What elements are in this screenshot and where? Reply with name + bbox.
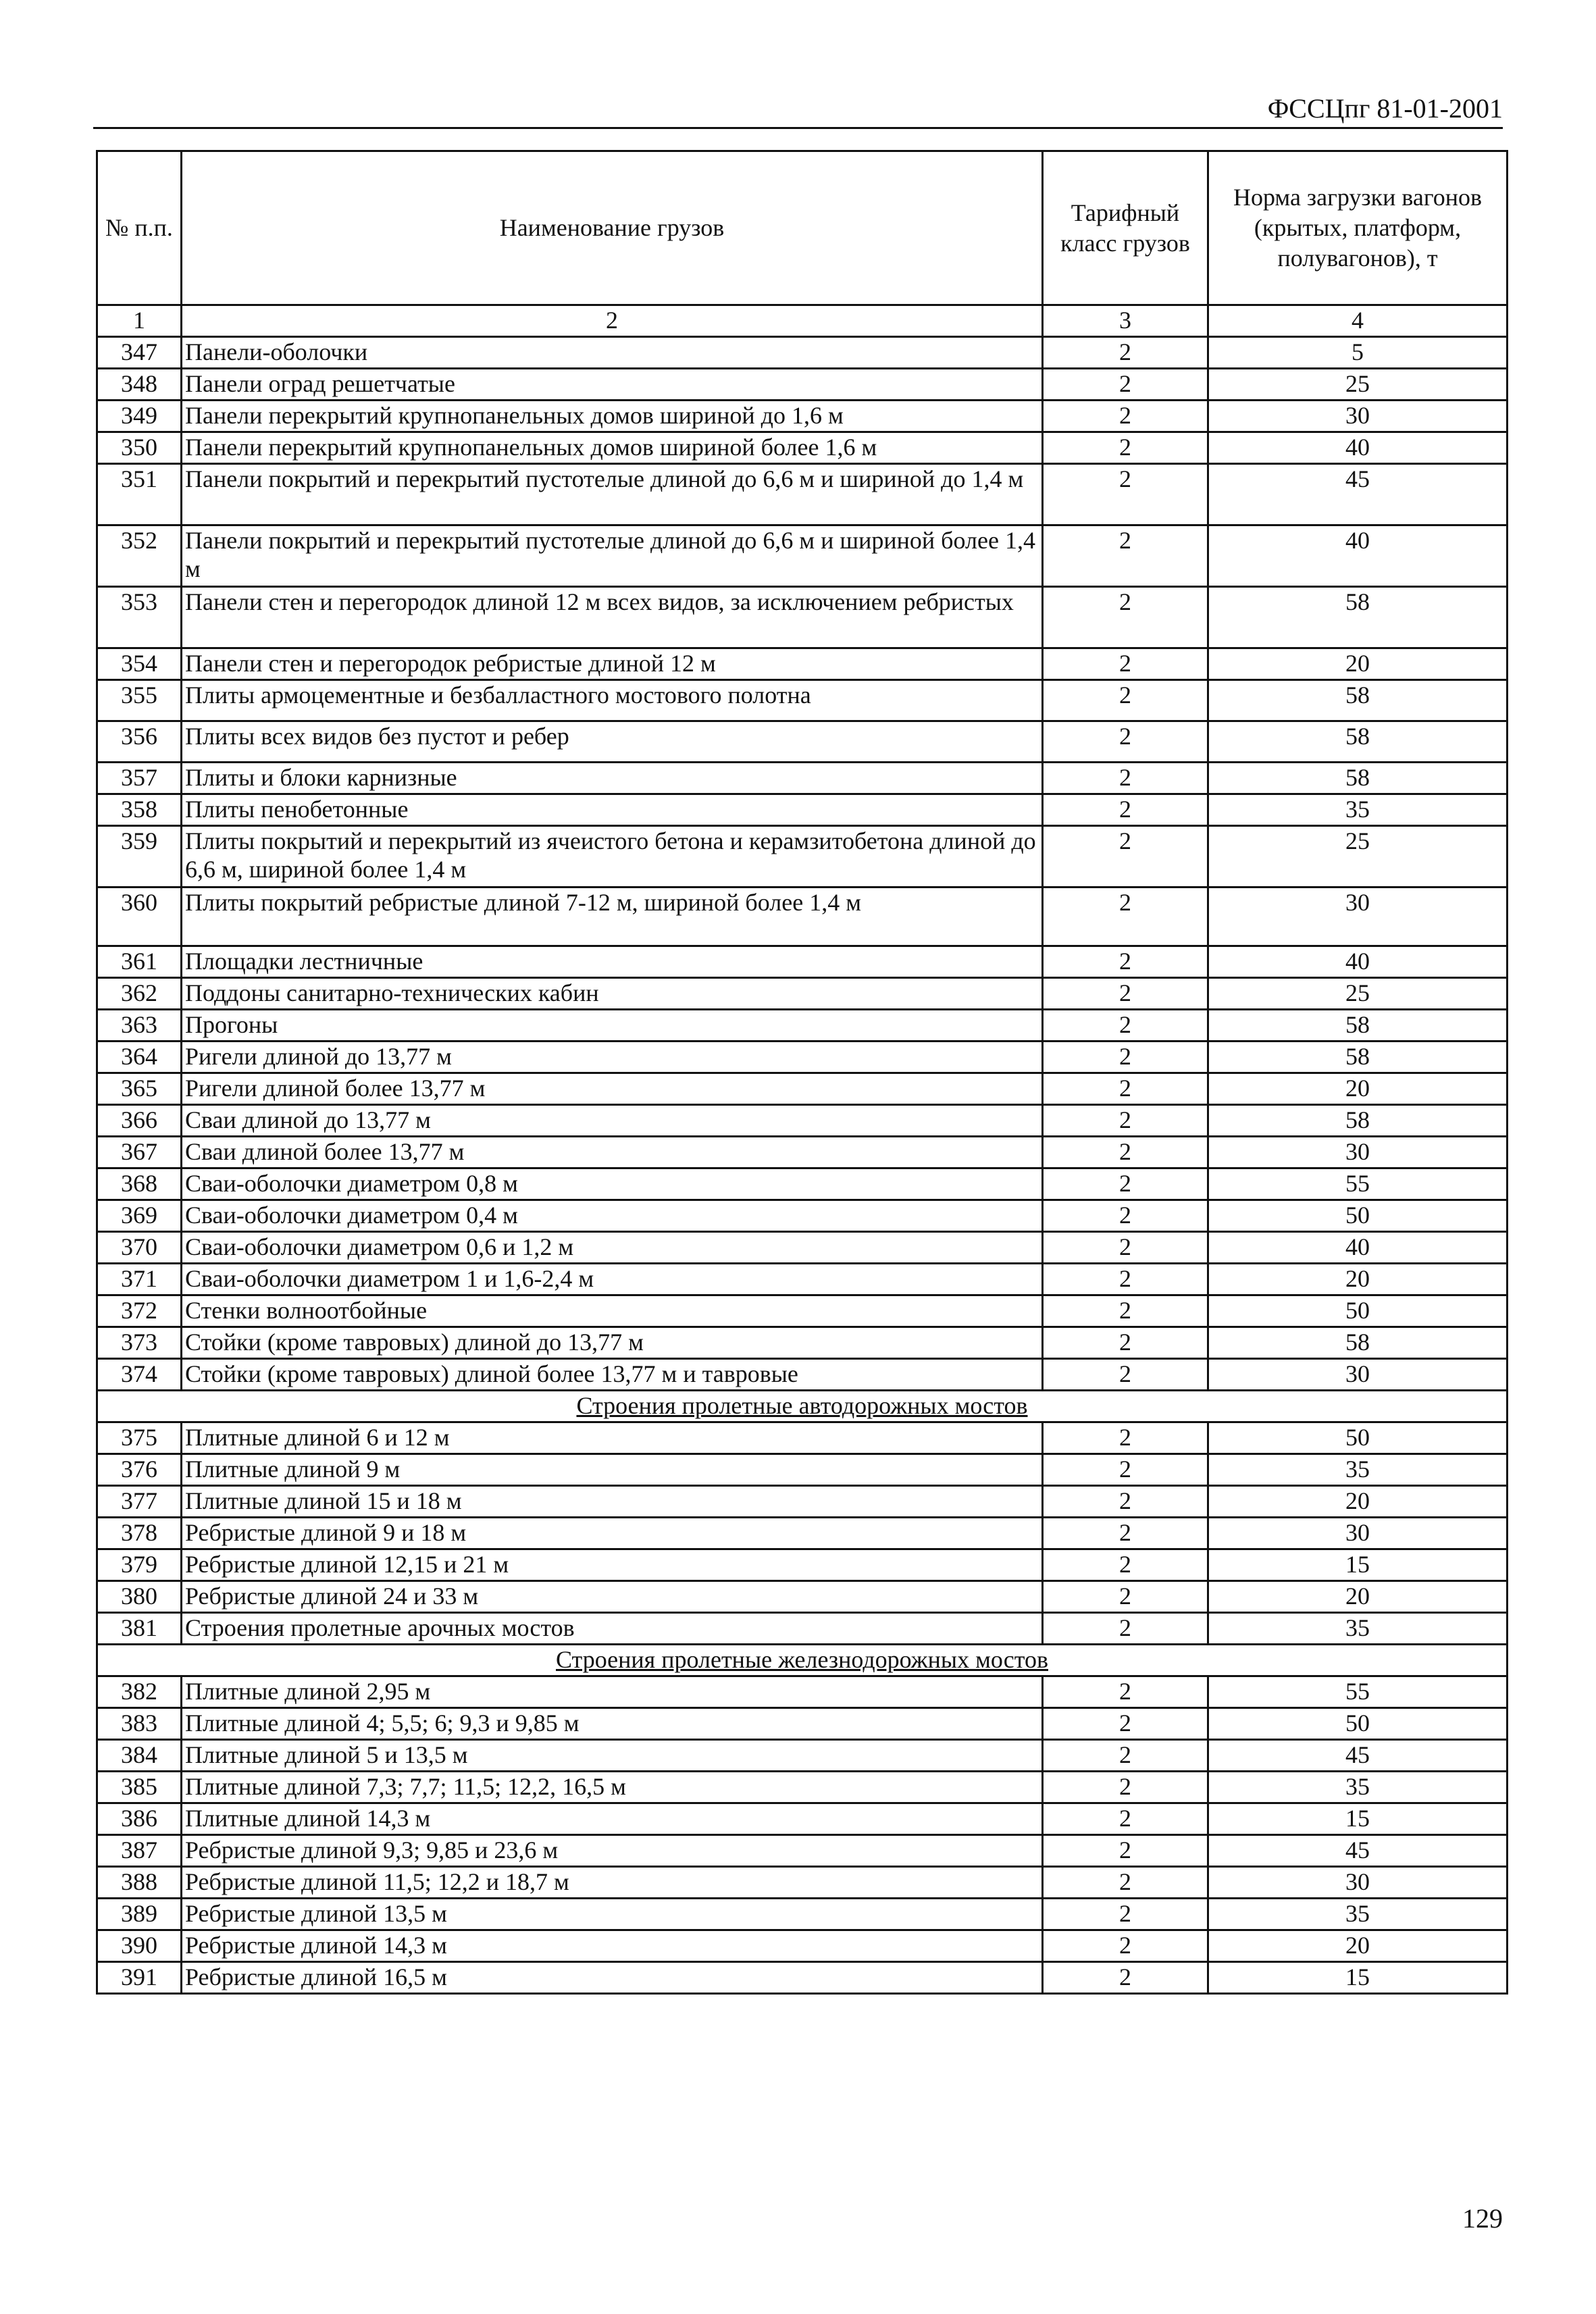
table-row xyxy=(97,721,1508,763)
cargo-name: Плитные длиной 4; 5,5; 6; 9,3 и 9,85 м xyxy=(182,1708,1043,1740)
cargo-name: Прогоны xyxy=(182,1010,1043,1042)
load-norm: 15 xyxy=(1208,1803,1508,1835)
load-norm: 58 xyxy=(1208,1010,1508,1042)
cargo-name: Ребристые длиной 9 и 18 м xyxy=(182,1518,1043,1549)
load-norm: 40 xyxy=(1208,1232,1508,1264)
table-row xyxy=(97,1264,1508,1295)
tariff-class: 2 xyxy=(1043,1740,1208,1772)
load-norm: 30 xyxy=(1208,888,1508,946)
header-name: Наименование грузов xyxy=(182,151,1043,305)
row-number: 366 xyxy=(97,1105,182,1137)
load-norm: 58 xyxy=(1208,1327,1508,1359)
row-number: 390 xyxy=(97,1930,182,1962)
load-norm: 40 xyxy=(1208,432,1508,464)
cargo-name: Ребристые длиной 11,5; 12,2 и 18,7 м xyxy=(182,1867,1043,1899)
column-index-cell: 4 xyxy=(1208,305,1508,337)
row-number: 351 xyxy=(97,464,182,525)
row-number: 376 xyxy=(97,1454,182,1486)
column-index-cell: 3 xyxy=(1043,305,1208,337)
cargo-name: Панели стен и перегородок длиной 12 м всех видов, за исключением ребристых xyxy=(182,587,1043,648)
row-number: 360 xyxy=(97,888,182,946)
load-norm: 45 xyxy=(1208,1835,1508,1867)
cargo-name: Панели покрытий и перекрытий пустотелые длиной до 6,6 м и шириной более 1,4 м xyxy=(182,525,1043,587)
load-norm: 5 xyxy=(1208,337,1508,369)
table-row xyxy=(97,1232,1508,1264)
load-norm: 20 xyxy=(1208,1264,1508,1295)
tariff-class: 2 xyxy=(1043,401,1208,432)
table-row xyxy=(97,1454,1508,1486)
tariff-class: 2 xyxy=(1043,1930,1208,1962)
table-row xyxy=(97,1422,1508,1454)
table-row xyxy=(97,763,1508,794)
row-number: 355 xyxy=(97,680,182,721)
tariff-class: 2 xyxy=(1043,587,1208,648)
cargo-name: Плитные длиной 5 и 13,5 м xyxy=(182,1740,1043,1772)
load-norm: 55 xyxy=(1208,1168,1508,1200)
table-row xyxy=(97,1899,1508,1930)
tariff-class: 2 xyxy=(1043,1042,1208,1073)
row-number: 365 xyxy=(97,1073,182,1105)
tariff-class: 2 xyxy=(1043,1803,1208,1835)
load-norm: 50 xyxy=(1208,1295,1508,1327)
load-norm: 45 xyxy=(1208,1740,1508,1772)
table-row xyxy=(97,1010,1508,1042)
cargo-name: Панели перекрытий крупнопанельных домов шириной до 1,6 м xyxy=(182,401,1043,432)
tariff-class: 2 xyxy=(1043,1676,1208,1708)
section-title: Строения пролетные автодорожных мостов xyxy=(97,1391,1508,1422)
table-row xyxy=(97,464,1508,525)
table-row xyxy=(97,1105,1508,1137)
row-number: 374 xyxy=(97,1359,182,1391)
row-number: 362 xyxy=(97,978,182,1010)
table-row xyxy=(97,432,1508,464)
tariff-class: 2 xyxy=(1043,946,1208,978)
row-number: 364 xyxy=(97,1042,182,1073)
row-number: 378 xyxy=(97,1518,182,1549)
cargo-name: Панели стен и перегородок ребристые длиной 12 м xyxy=(182,648,1043,680)
row-number: 352 xyxy=(97,525,182,587)
cargo-name: Ребристые длиной 14,3 м xyxy=(182,1930,1043,1962)
table-row xyxy=(97,826,1508,888)
cargo-name: Панели покрытий и перекрытий пустотелые длиной до 6,6 м и шириной до 1,4 м xyxy=(182,464,1043,525)
tariff-class: 2 xyxy=(1043,337,1208,369)
row-number: 356 xyxy=(97,721,182,763)
load-norm: 20 xyxy=(1208,1581,1508,1613)
load-norm: 30 xyxy=(1208,1867,1508,1899)
cargo-table xyxy=(96,150,1508,1995)
row-number: 385 xyxy=(97,1772,182,1803)
column-index-cell: 2 xyxy=(182,305,1043,337)
table-row xyxy=(97,888,1508,946)
section-row xyxy=(97,1391,1508,1422)
row-number: 380 xyxy=(97,1581,182,1613)
cargo-name: Плиты покрытий ребристые длиной 7-12 м, шириной более 1,4 м xyxy=(182,888,1043,946)
tariff-class: 2 xyxy=(1043,1295,1208,1327)
page-number: 129 xyxy=(1462,2203,1503,2234)
load-norm: 20 xyxy=(1208,1073,1508,1105)
table-row xyxy=(97,1327,1508,1359)
load-norm: 58 xyxy=(1208,680,1508,721)
cargo-name: Ребристые длиной 12,15 и 21 м xyxy=(182,1549,1043,1581)
table-row xyxy=(97,525,1508,587)
load-norm: 58 xyxy=(1208,1105,1508,1137)
column-index-cell: 1 xyxy=(97,305,182,337)
tariff-class: 2 xyxy=(1043,432,1208,464)
tariff-class: 2 xyxy=(1043,1327,1208,1359)
load-norm: 20 xyxy=(1208,648,1508,680)
tariff-class: 2 xyxy=(1043,648,1208,680)
row-number: 371 xyxy=(97,1264,182,1295)
load-norm: 58 xyxy=(1208,721,1508,763)
tariff-class: 2 xyxy=(1043,826,1208,888)
load-norm: 55 xyxy=(1208,1676,1508,1708)
tariff-class: 2 xyxy=(1043,1422,1208,1454)
load-norm: 15 xyxy=(1208,1549,1508,1581)
row-number: 368 xyxy=(97,1168,182,1200)
tariff-class: 2 xyxy=(1043,1200,1208,1232)
cargo-name: Панели оград решетчатые xyxy=(182,369,1043,401)
row-number: 384 xyxy=(97,1740,182,1772)
load-norm: 40 xyxy=(1208,525,1508,587)
load-norm: 25 xyxy=(1208,369,1508,401)
row-number: 375 xyxy=(97,1422,182,1454)
row-number: 350 xyxy=(97,432,182,464)
cargo-name: Строения пролетные арочных мостов xyxy=(182,1613,1043,1645)
tariff-class: 2 xyxy=(1043,369,1208,401)
table-row xyxy=(97,1359,1508,1391)
table-row xyxy=(97,1200,1508,1232)
table-row xyxy=(97,1042,1508,1073)
tariff-class: 2 xyxy=(1043,794,1208,826)
tariff-class: 2 xyxy=(1043,464,1208,525)
cargo-name: Сваи-оболочки диаметром 1 и 1,6-2,4 м xyxy=(182,1264,1043,1295)
row-number: 353 xyxy=(97,587,182,648)
row-number: 388 xyxy=(97,1867,182,1899)
cargo-name: Ребристые длиной 16,5 м xyxy=(182,1962,1043,1994)
tariff-class: 2 xyxy=(1043,525,1208,587)
cargo-name: Сваи длиной до 13,77 м xyxy=(182,1105,1043,1137)
load-norm: 58 xyxy=(1208,587,1508,648)
load-norm: 45 xyxy=(1208,464,1508,525)
cargo-name: Ригели длиной до 13,77 м xyxy=(182,1042,1043,1073)
load-norm: 15 xyxy=(1208,1962,1508,1994)
row-number: 357 xyxy=(97,763,182,794)
row-number: 349 xyxy=(97,401,182,432)
row-number: 363 xyxy=(97,1010,182,1042)
tariff-class: 2 xyxy=(1043,1232,1208,1264)
table-header-row xyxy=(97,151,1508,305)
tariff-class: 2 xyxy=(1043,1073,1208,1105)
table-row xyxy=(97,1581,1508,1613)
tariff-class: 2 xyxy=(1043,1264,1208,1295)
cargo-name: Сваи-оболочки диаметром 0,4 м xyxy=(182,1200,1043,1232)
load-norm: 30 xyxy=(1208,1359,1508,1391)
header-load-norm: Норма загрузки вагонов (крытых, платформ, полувагонов), т xyxy=(1208,151,1508,305)
table-row xyxy=(97,1740,1508,1772)
table-row xyxy=(97,1613,1508,1645)
table-row xyxy=(97,1549,1508,1581)
row-number: 359 xyxy=(97,826,182,888)
cargo-name: Плиты всех видов без пустот и ребер xyxy=(182,721,1043,763)
tariff-class: 2 xyxy=(1043,1962,1208,1994)
cargo-name: Поддоны санитарно-технических кабин xyxy=(182,978,1043,1010)
row-number: 386 xyxy=(97,1803,182,1835)
tariff-class: 2 xyxy=(1043,1359,1208,1391)
load-norm: 50 xyxy=(1208,1200,1508,1232)
load-norm: 35 xyxy=(1208,1899,1508,1930)
load-norm: 25 xyxy=(1208,978,1508,1010)
tariff-class: 2 xyxy=(1043,1549,1208,1581)
table-row xyxy=(97,1803,1508,1835)
table-row xyxy=(97,1867,1508,1899)
row-number: 379 xyxy=(97,1549,182,1581)
cargo-name: Плиты пенобетонные xyxy=(182,794,1043,826)
load-norm: 20 xyxy=(1208,1930,1508,1962)
cargo-name: Плитные длиной 15 и 18 м xyxy=(182,1486,1043,1518)
cargo-name: Сваи-оболочки диаметром 0,6 и 1,2 м xyxy=(182,1232,1043,1264)
table-row xyxy=(97,1168,1508,1200)
cargo-name: Ригели длиной более 13,77 м xyxy=(182,1073,1043,1105)
cargo-name: Ребристые длиной 9,3; 9,85 и 23,6 м xyxy=(182,1835,1043,1867)
cargo-name: Плиты армоцементные и безбалластного мостового полотна xyxy=(182,680,1043,721)
section-title: Строения пролетные железнодорожных мостов xyxy=(97,1645,1508,1676)
tariff-class: 2 xyxy=(1043,763,1208,794)
tariff-class: 2 xyxy=(1043,1899,1208,1930)
tariff-class: 2 xyxy=(1043,1581,1208,1613)
row-number: 383 xyxy=(97,1708,182,1740)
load-norm: 58 xyxy=(1208,1042,1508,1073)
cargo-name: Плитные длиной 9 м xyxy=(182,1454,1043,1486)
table-row xyxy=(97,1486,1508,1518)
load-norm: 58 xyxy=(1208,763,1508,794)
table-row xyxy=(97,794,1508,826)
cargo-name: Стенки волноотбойные xyxy=(182,1295,1043,1327)
tariff-class: 2 xyxy=(1043,680,1208,721)
table-row xyxy=(97,587,1508,648)
row-number: 387 xyxy=(97,1835,182,1867)
cargo-name: Плитные длиной 6 и 12 м xyxy=(182,1422,1043,1454)
row-number: 347 xyxy=(97,337,182,369)
table-row xyxy=(97,337,1508,369)
table-row xyxy=(97,1708,1508,1740)
row-number: 361 xyxy=(97,946,182,978)
header-rule xyxy=(93,127,1503,129)
row-number: 367 xyxy=(97,1137,182,1168)
header-number: № п.п. xyxy=(97,151,182,305)
row-number: 373 xyxy=(97,1327,182,1359)
tariff-class: 2 xyxy=(1043,978,1208,1010)
tariff-class: 2 xyxy=(1043,1708,1208,1740)
cargo-name: Панели-оболочки xyxy=(182,337,1043,369)
cargo-name: Площадки лестничные xyxy=(182,946,1043,978)
load-norm: 25 xyxy=(1208,826,1508,888)
table-row xyxy=(97,1295,1508,1327)
tariff-class: 2 xyxy=(1043,1137,1208,1168)
table-row xyxy=(97,1676,1508,1708)
cargo-name: Плиты покрытий и перекрытий из ячеистого бетона и керамзитобетона длиной до 6,6 м, шириной более 1,4 м xyxy=(182,826,1043,888)
tariff-class: 2 xyxy=(1043,1454,1208,1486)
cargo-name: Ребристые длиной 24 и 33 м xyxy=(182,1581,1043,1613)
cargo-name: Плиты и блоки карнизные xyxy=(182,763,1043,794)
load-norm: 35 xyxy=(1208,794,1508,826)
table-row xyxy=(97,1835,1508,1867)
row-number: 381 xyxy=(97,1613,182,1645)
tariff-class: 2 xyxy=(1043,1867,1208,1899)
cargo-name: Плитные длиной 7,3; 7,7; 11,5; 12,2, 16,5 м xyxy=(182,1772,1043,1803)
tariff-class: 2 xyxy=(1043,1518,1208,1549)
tariff-class: 2 xyxy=(1043,1010,1208,1042)
cargo-name: Панели перекрытий крупнопанельных домов шириной более 1,6 м xyxy=(182,432,1043,464)
table-row xyxy=(97,1930,1508,1962)
row-number: 389 xyxy=(97,1899,182,1930)
load-norm: 50 xyxy=(1208,1422,1508,1454)
table-row xyxy=(97,1962,1508,1994)
load-norm: 20 xyxy=(1208,1486,1508,1518)
row-number: 377 xyxy=(97,1486,182,1518)
cargo-name: Плитные длиной 14,3 м xyxy=(182,1803,1043,1835)
tariff-class: 2 xyxy=(1043,1835,1208,1867)
document-code: ФССЦпг 81-01-2001 xyxy=(1267,93,1503,124)
load-norm: 30 xyxy=(1208,1137,1508,1168)
row-number: 348 xyxy=(97,369,182,401)
row-number: 382 xyxy=(97,1676,182,1708)
table-row xyxy=(97,1137,1508,1168)
table-row xyxy=(97,401,1508,432)
row-number: 391 xyxy=(97,1962,182,1994)
row-number: 370 xyxy=(97,1232,182,1264)
header-tariff-class: Тарифный класс грузов xyxy=(1043,151,1208,305)
table-row xyxy=(97,680,1508,721)
row-number: 372 xyxy=(97,1295,182,1327)
tariff-class: 2 xyxy=(1043,1168,1208,1200)
load-norm: 30 xyxy=(1208,1518,1508,1549)
column-index-row xyxy=(97,305,1508,337)
load-norm: 35 xyxy=(1208,1454,1508,1486)
cargo-name: Стойки (кроме тавровых) длиной более 13,77 м и тавровые xyxy=(182,1359,1043,1391)
table-row xyxy=(97,1772,1508,1803)
cargo-name: Сваи длиной более 13,77 м xyxy=(182,1137,1043,1168)
tariff-class: 2 xyxy=(1043,1613,1208,1645)
tariff-class: 2 xyxy=(1043,1486,1208,1518)
row-number: 369 xyxy=(97,1200,182,1232)
table-row xyxy=(97,978,1508,1010)
row-number: 358 xyxy=(97,794,182,826)
load-norm: 50 xyxy=(1208,1708,1508,1740)
load-norm: 30 xyxy=(1208,401,1508,432)
cargo-name: Плитные длиной 2,95 м xyxy=(182,1676,1043,1708)
tariff-class: 2 xyxy=(1043,888,1208,946)
row-number: 354 xyxy=(97,648,182,680)
table-row xyxy=(97,648,1508,680)
tariff-class: 2 xyxy=(1043,721,1208,763)
table-row xyxy=(97,946,1508,978)
section-row xyxy=(97,1645,1508,1676)
cargo-name: Стойки (кроме тавровых) длиной до 13,77 м xyxy=(182,1327,1043,1359)
cargo-name: Ребристые длиной 13,5 м xyxy=(182,1899,1043,1930)
table-row xyxy=(97,369,1508,401)
cargo-name: Сваи-оболочки диаметром 0,8 м xyxy=(182,1168,1043,1200)
tariff-class: 2 xyxy=(1043,1105,1208,1137)
load-norm: 35 xyxy=(1208,1772,1508,1803)
table-row xyxy=(97,1073,1508,1105)
tariff-class: 2 xyxy=(1043,1772,1208,1803)
load-norm: 35 xyxy=(1208,1613,1508,1645)
table-row xyxy=(97,1518,1508,1549)
load-norm: 40 xyxy=(1208,946,1508,978)
